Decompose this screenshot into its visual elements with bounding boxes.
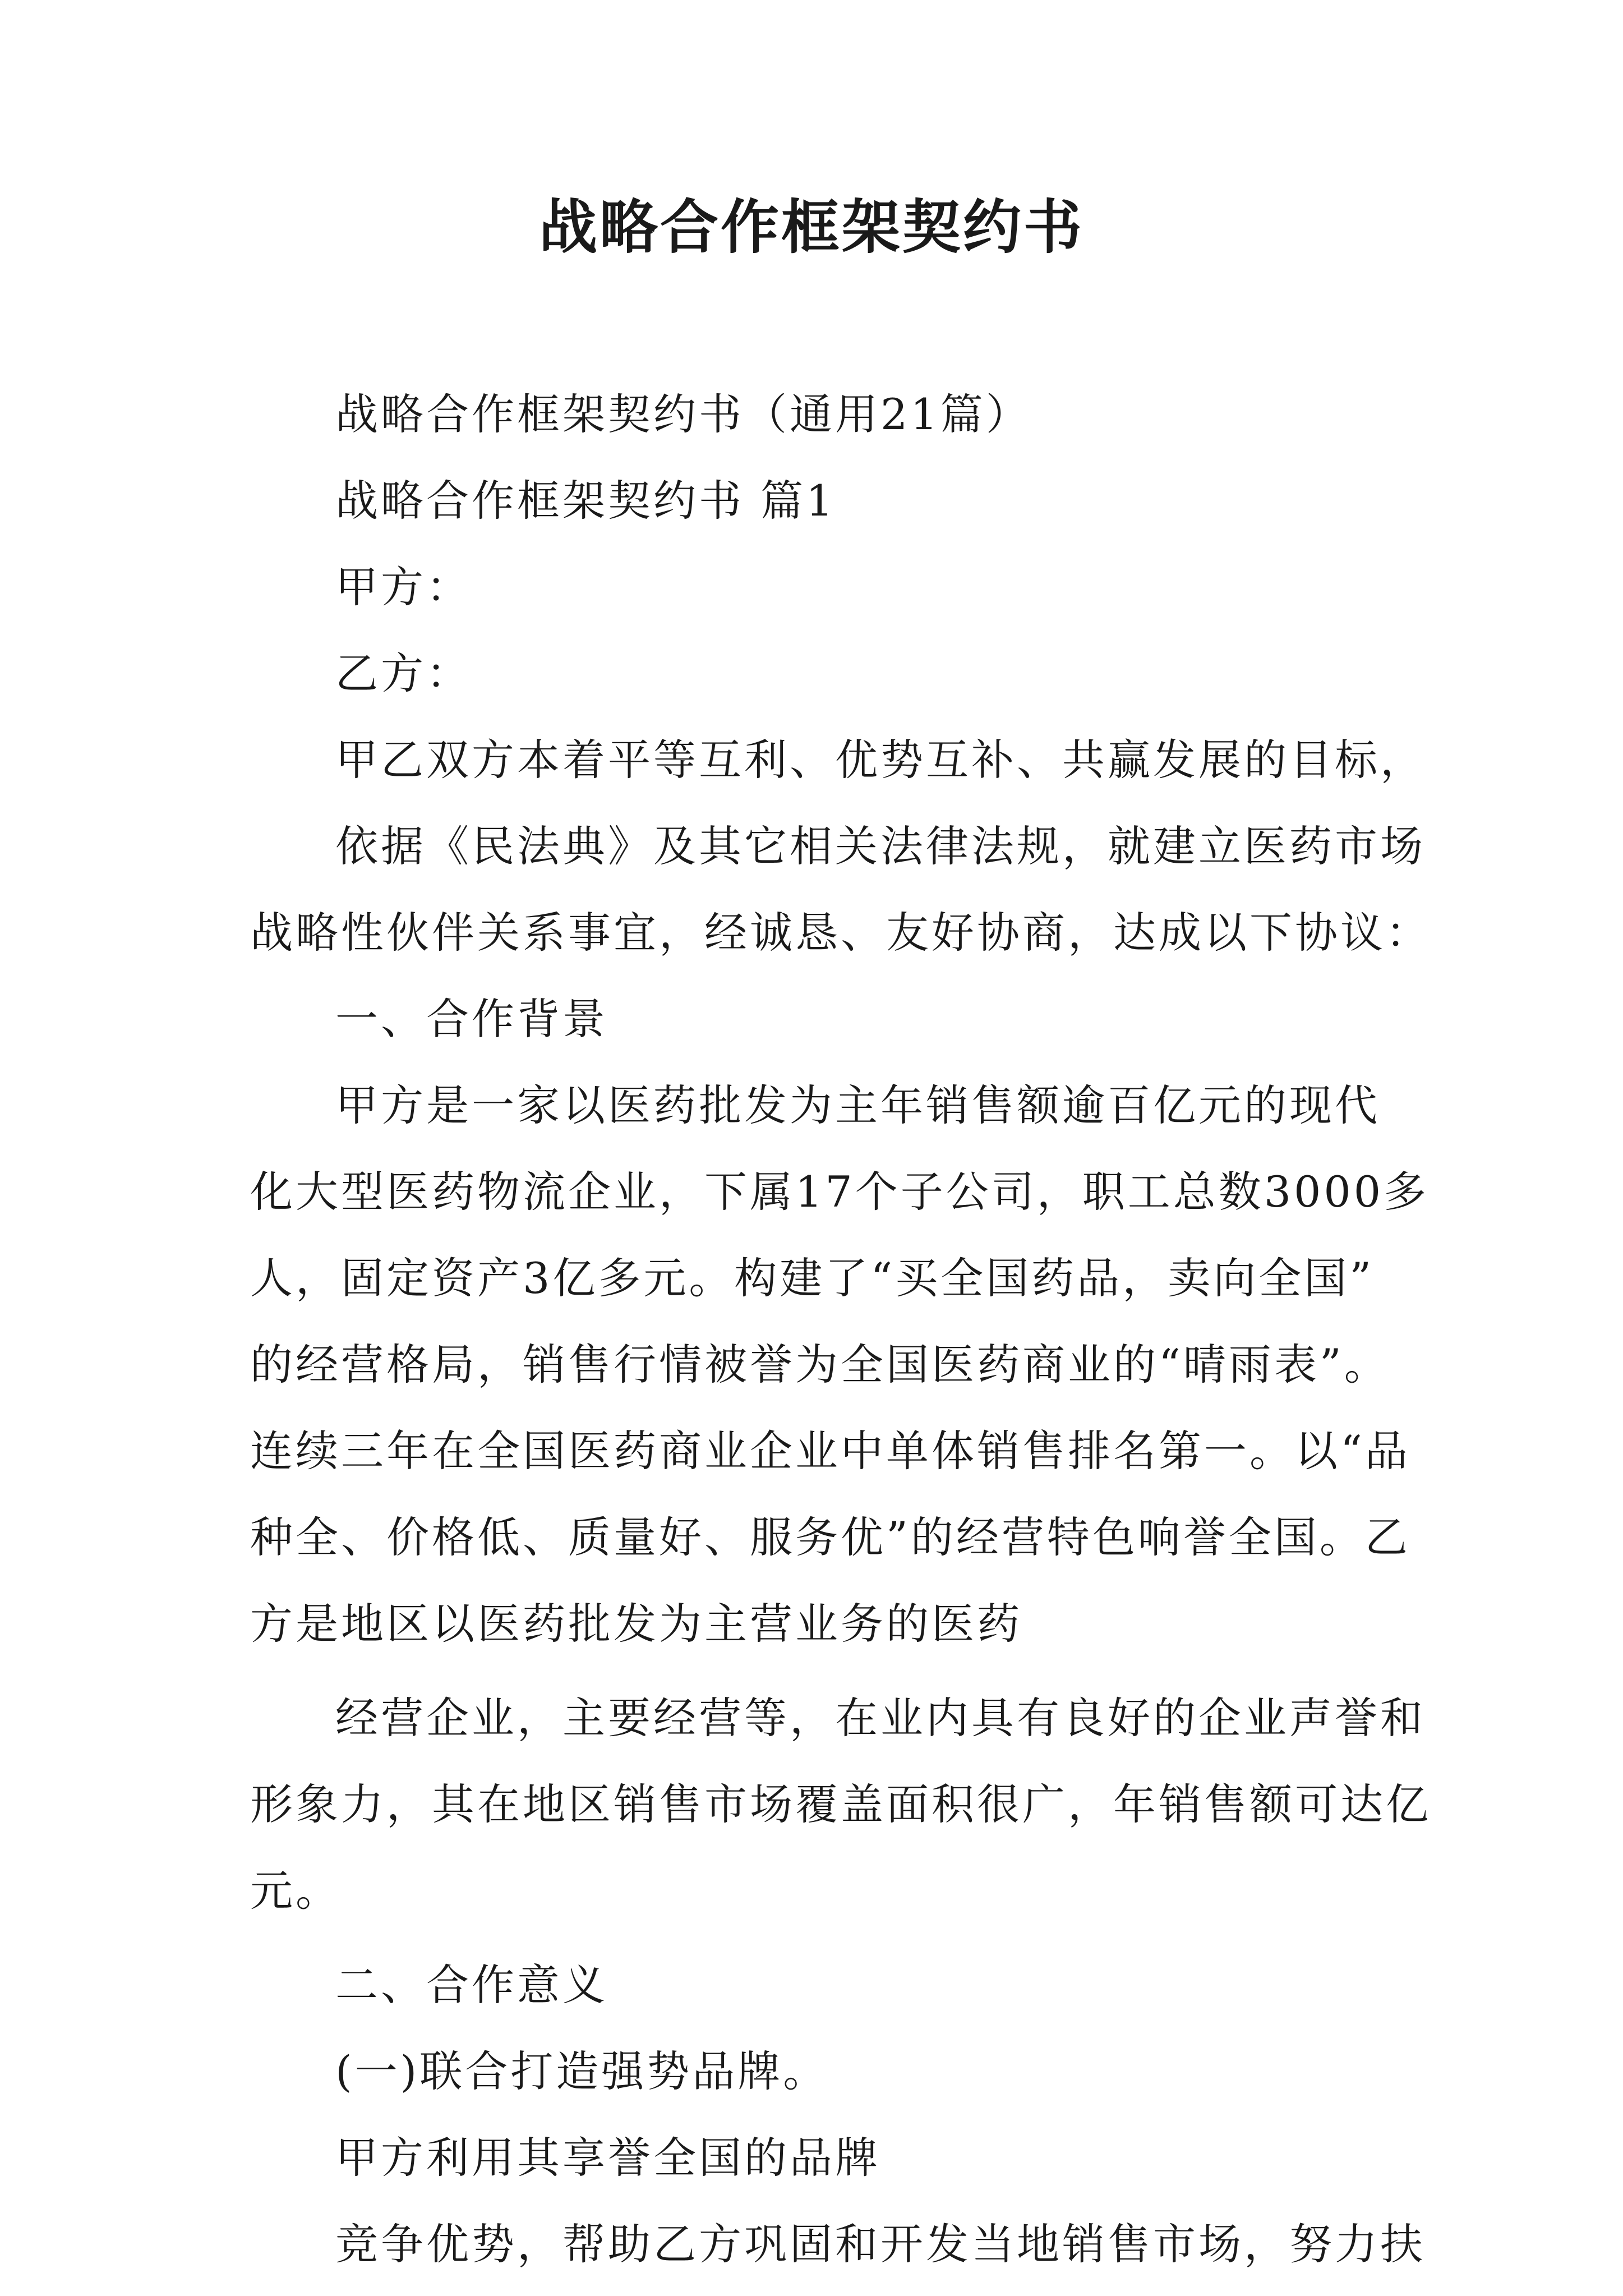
paragraph-line: 的经营格局，销售行情被誉为全国医药商业的“晴雨表”。 bbox=[250, 1340, 1390, 1389]
party-b-line: 乙方： bbox=[335, 648, 472, 698]
document-title: 战略合作框架契约书 bbox=[538, 193, 1084, 261]
paragraph-line: 方是地区以医药批发为主营业务的医药 bbox=[250, 1599, 1022, 1649]
subheading-line: (一)联合打造强势品牌。 bbox=[335, 2046, 829, 2096]
paragraph-line: 竞争优势，帮助乙方巩固和开发当地销售市场，努力扶 bbox=[335, 2219, 1426, 2269]
subtitle-line: 战略合作框架契约书（通用21篇） bbox=[335, 389, 1031, 439]
heading-line: 一、合作背景 bbox=[335, 994, 608, 1044]
paragraph-line: 甲方是一家以医药批发为主年销售额逾百亿元的现代 bbox=[335, 1080, 1380, 1130]
paragraph-line: 种全、价格低、质量好、服务优”的经营特色响誉全国。乙 bbox=[250, 1512, 1410, 1562]
paragraph-line: 经营企业，主要经营等，在业内具有良好的企业声誉和 bbox=[335, 1693, 1426, 1743]
section-heading-line: 战略合作框架契约书 篇1 bbox=[335, 476, 836, 526]
party-a-line: 甲方： bbox=[335, 562, 472, 612]
document-body bbox=[250, 371, 1431, 2288]
paragraph-line: 连续三年在全国医药商业企业中单体销售排名第一。以“品 bbox=[250, 1426, 1410, 1476]
paragraph-line: 战略性伙伴关系事宜，经诚恳、友好协商，达成以下协议： bbox=[250, 908, 1431, 958]
paragraph-line: 形象力，其在地区销售市场覆盖面积很广，年销售额可达亿 bbox=[250, 1779, 1431, 1829]
heading-line: 二、合作意义 bbox=[335, 1960, 608, 2010]
paragraph-line: 甲乙双方本着平等互利、优势互补、共赢发展的目标， bbox=[335, 735, 1426, 785]
paragraph-line: 甲方利用其享誉全国的品牌 bbox=[335, 2133, 880, 2183]
paragraph-line: 依据《民法典》及其它相关法律法规，就建立医药市场 bbox=[335, 821, 1426, 871]
paragraph-line: 元。 bbox=[250, 1866, 341, 1916]
paragraph-line: 化大型医药物流企业，下属17个子公司，职工总数3000多 bbox=[250, 1167, 1430, 1217]
paragraph-line: 人，固定资产3亿多元。构建了“买全国药品，卖向全国” bbox=[250, 1253, 1375, 1303]
